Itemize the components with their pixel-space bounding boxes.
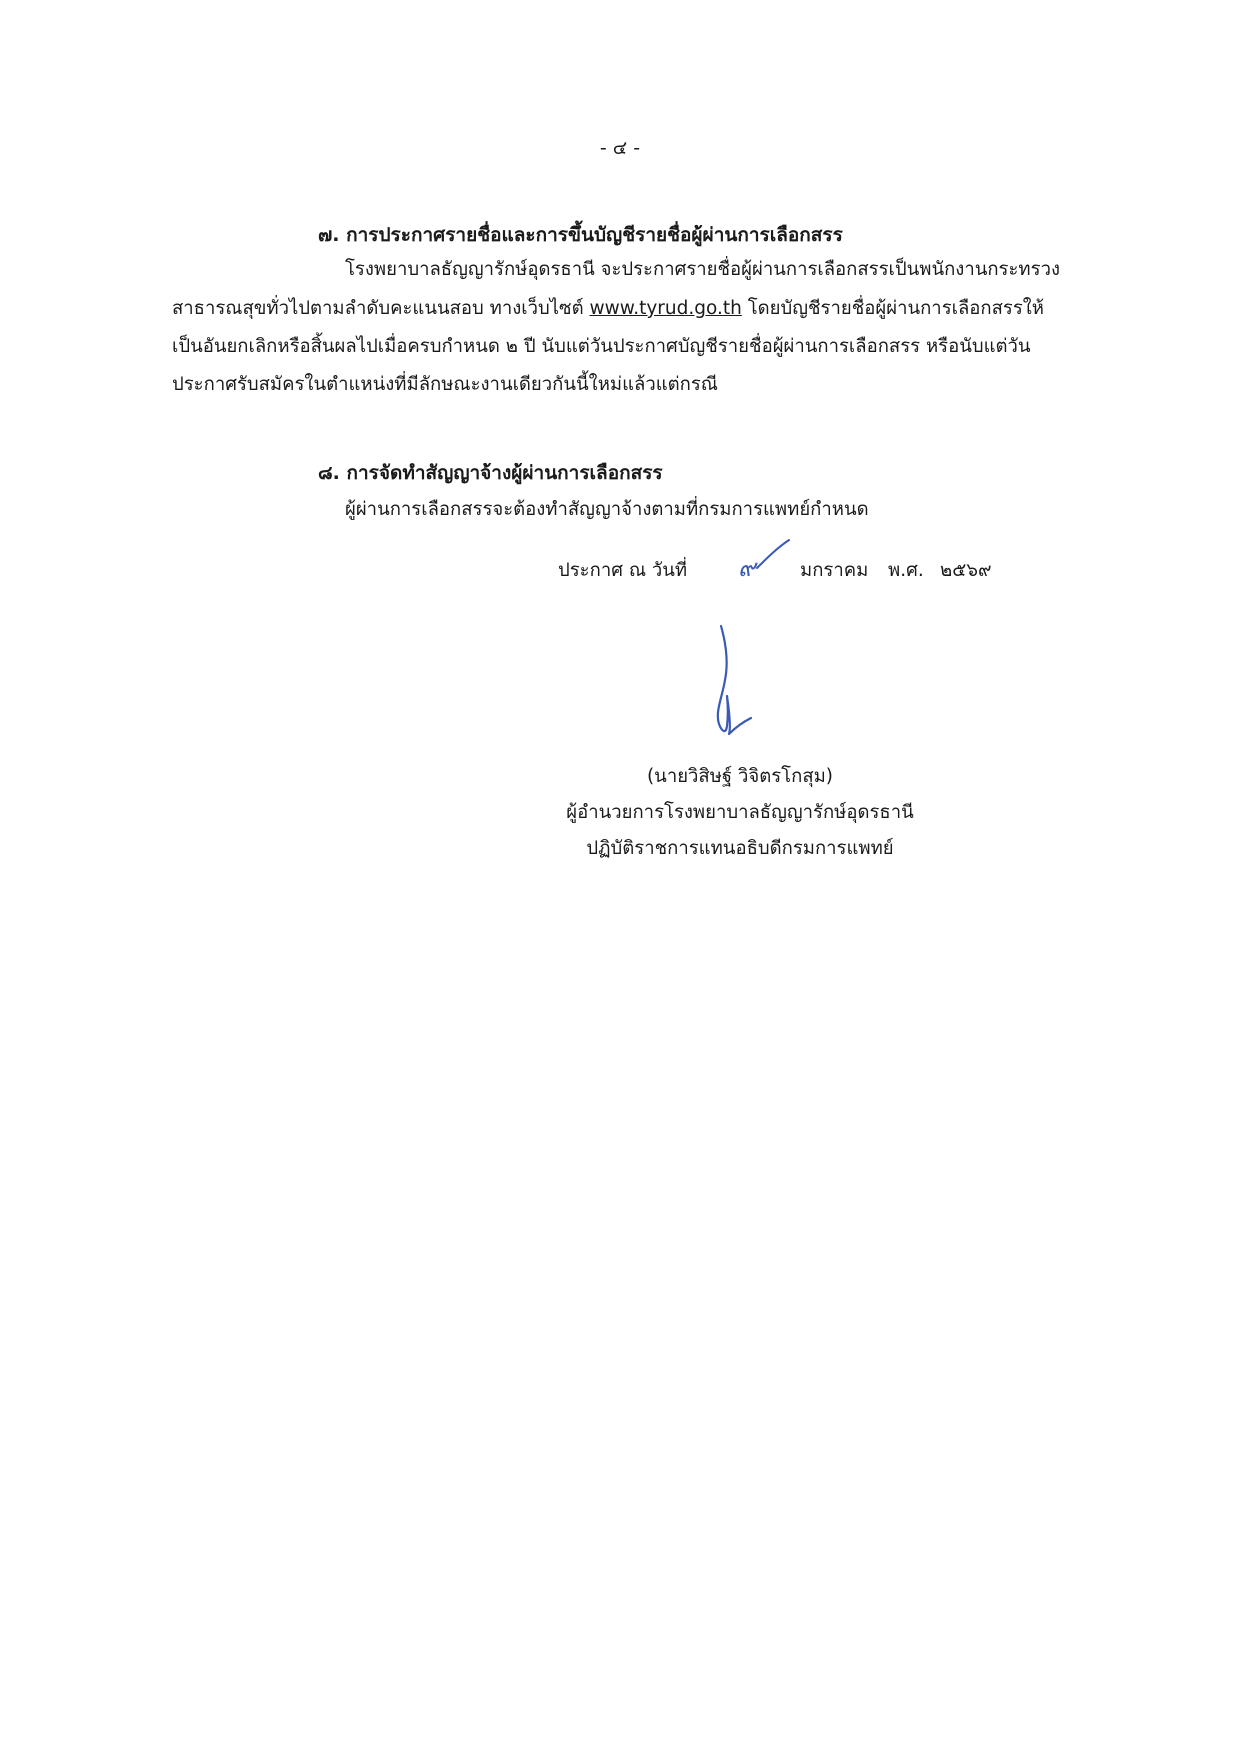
announcement-day: ๙ <box>738 554 756 582</box>
announcement-year: ๒๕๖๙ <box>940 560 992 581</box>
signatory-name: (นายวิสิษฐ์ วิจิตรโกสุม) <box>646 766 834 787</box>
section-7-line-4: ประกาศรับสมัครในตำแหน่งที่มีลักษณะงานเดียวกันนี้ใหม่แล้วแต่กรณี <box>172 374 718 395</box>
section-8-line-1: ผู้ผ่านการเลือกสรรจะต้องทำสัญญาจ้างตามที่กรมการแพทย์กำหนด <box>345 499 869 520</box>
section-7-heading: ๗. การประกาศรายชื่อและการขึ้นบัญชีรายชื่อผู้ผ่านการเลือกสรร <box>318 224 843 246</box>
section-7-line-2-text-after: โดยบัญชีรายชื่อผู้ผ่านการเลือกสรรให้ <box>741 298 1044 319</box>
announcement-year-label: พ.ศ. <box>888 560 924 581</box>
section-8-heading: ๘. การจัดทำสัญญาจ้างผู้ผ่านการเลือกสรร <box>318 462 663 484</box>
section-7-line-1: โรงพยาบาลธัญญารักษ์อุดรธานี จะประกาศรายชื่อผู้ผ่านการเลือกสรรเป็นพนักงานกระทรวง <box>345 259 1060 280</box>
signatory-position: ผู้อำนวยการโรงพยาบาลธัญญารักษ์อุดรธานี <box>566 802 914 823</box>
page-number: - ๔ - <box>599 137 641 159</box>
section-7-line-3: เป็นอันยกเลิกหรือสิ้นผลไปเมื่อครบกำหนด ๒ ปี นับแต่วันประกาศบัญชีรายชื่อผู้ผ่านการเลือกสรร หรือนับแต่วัน <box>172 336 1031 357</box>
handwritten-day-flourish <box>755 538 791 572</box>
section-7-line-2-text-before: สาธารณสุขทั่วไปตามลำดับคะแนนสอบ ทางเว็บไซต์ <box>172 298 590 319</box>
signatory-acting: ปฏิบัติราชการแทนอธิบดีกรมการแพทย์ <box>586 838 894 859</box>
website-link[interactable]: www.tyrud.go.th <box>589 298 742 319</box>
section-7-line-2 <box>172 294 1044 323</box>
announcement-prefix: ประกาศ ณ วันที่ <box>558 560 688 581</box>
announcement-month: มกราคม <box>800 560 869 581</box>
signature <box>695 620 755 740</box>
